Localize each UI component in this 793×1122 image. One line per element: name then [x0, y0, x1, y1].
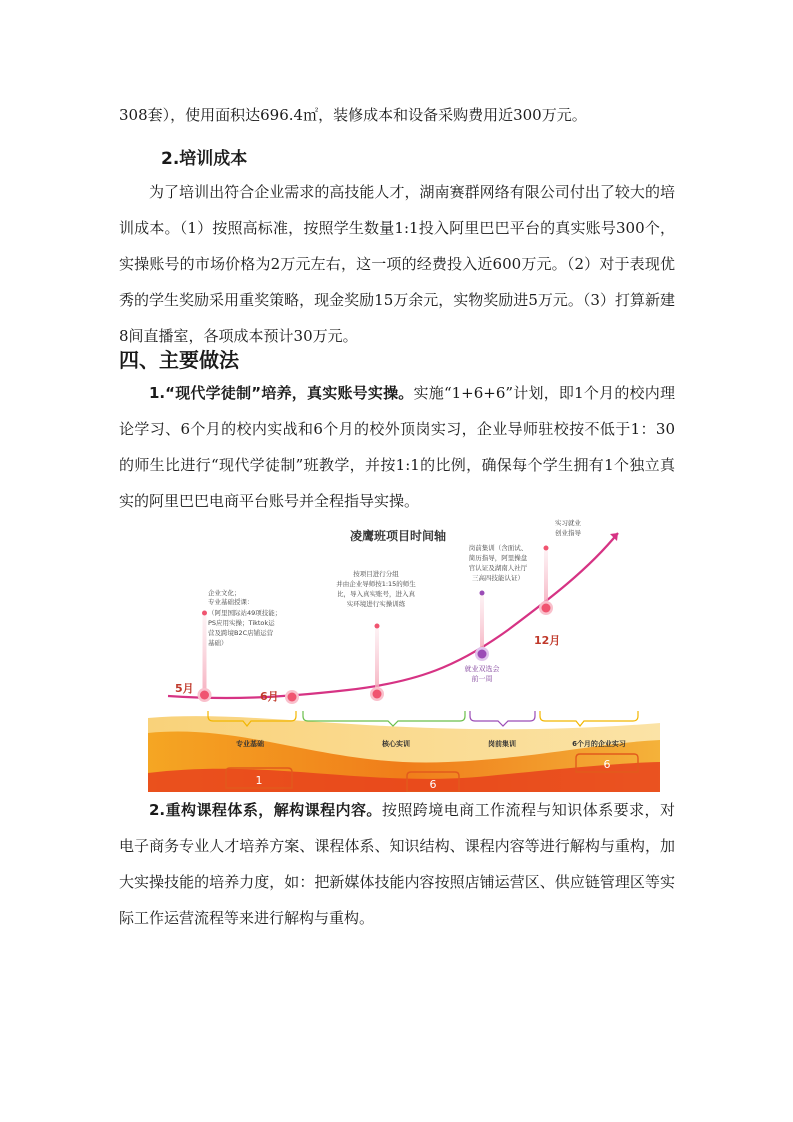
section1-paragraph	[119, 375, 675, 519]
svg-text:营及跨境B2C店铺运营: 营及跨境B2C店铺运营	[208, 629, 274, 637]
bracket-phase3	[470, 711, 535, 726]
svg-text:（阿里国际站49项技能；: （阿里国际站49项技能；	[208, 609, 282, 617]
stem-3	[480, 593, 484, 655]
heading-training-cost: 2.培训成本	[161, 149, 248, 169]
note-2	[336, 569, 416, 608]
svg-text:前一周: 前一周	[471, 675, 493, 683]
svg-text:就业双选会: 就业双选会	[464, 665, 500, 673]
svg-text:简历指导，阿里操盘: 简历指导，阿里操盘	[468, 554, 528, 562]
note-4	[555, 518, 582, 537]
svg-text:1: 1	[255, 774, 263, 787]
svg-text:三高四技能认证）: 三高四技能认证）	[472, 574, 524, 582]
phase-4-label: 6个月的企业实习	[572, 740, 626, 748]
stem-4	[544, 548, 548, 608]
phase-1-label: 专业基础	[236, 740, 264, 748]
note-3	[469, 543, 528, 582]
svg-text:6: 6	[603, 758, 611, 771]
svg-text:岗前集训（含面试、: 岗前集训（含面试、	[468, 544, 528, 552]
svg-text:企业文化；: 企业文化；	[208, 589, 241, 597]
phase-2-label: 核心实训	[382, 740, 410, 748]
marker-top-2	[375, 624, 380, 629]
note-fair	[465, 664, 500, 683]
section2-text: 按照跨境电商工作流程与知识体系要求，对电子商务专业人才培养方案、课程体系、知识结构、课程内容等进行解构与重构，加大实操技能的培养力度，如：把新媒体技能内容按照店铺运营区、供应链管理区等实际工作运营流程等来进行解构与重构。	[119, 801, 675, 927]
svg-text:专业基础授课：: 专业基础授课：	[208, 598, 254, 606]
section2-paragraph	[119, 792, 675, 936]
marker-top-4	[544, 546, 549, 551]
label-december: 12月	[534, 634, 561, 647]
label-may: 5月	[175, 682, 194, 695]
training-cost-paragraph: 为了培训出符合企业需求的高技能人才，湖南赛群网络有限公司付出了较大的培训成本。（1）按照高标准，按照学生数量1:1投入阿里巴巴平台的真实账号300个，实操账号的市场价格为2万元左右，这一项的经费投入近600万元。（2）对于表现优秀的学生奖励采用重奖策略，现金奖励15万余元，实物奖励进5万元。（3）打算新建8间直播室，各项成本预计30万元。	[119, 183, 675, 345]
svg-text:比，导入真实账号，进入真: 比，导入真实账号，进入真	[337, 590, 415, 598]
intro-line: 308套），使用面积达696.4㎡，装修成本和设备采购费用近300万元。	[119, 106, 587, 124]
marker-top-3	[480, 591, 485, 596]
heading-main-methods: 四、主要做法	[119, 348, 239, 372]
svg-text:实环境进行实操训练: 实环境进行实操训练	[346, 600, 406, 608]
bracket-phase4	[540, 711, 638, 726]
timeline-title: 凌鹰班项目时间轴	[349, 529, 447, 543]
svg-text:基础）: 基础）	[208, 639, 228, 647]
stem-2	[375, 626, 379, 693]
svg-text:6: 6	[429, 778, 437, 791]
label-june: 6月	[260, 690, 279, 703]
section1-text: 实施“1+6+6”计划，即1个月的校内理论学习、6个月的校内实战和6个月的校外顶岗实习，企业导师驻校按不低于1：30的师生比进行“现代学徒制”班教学，并按1:1的比例，确保每个学生拥有1个独立真实的阿里巴巴电商平台账号并全程指导实操。	[119, 384, 675, 510]
phase-3-label: 岗前集训	[488, 740, 516, 748]
svg-text:创业指导: 创业指导	[555, 529, 581, 537]
svg-text:并由企业导师按1:15的师生: 并由企业导师按1:15的师生	[336, 580, 416, 588]
section2-heading: 2.重构课程体系，解构课程内容。	[149, 801, 382, 819]
project-timeline-figure	[148, 518, 660, 792]
section1-heading: 1.“现代学徒制”培养，真实账号实操。	[149, 384, 414, 402]
marker-top-1	[202, 611, 207, 616]
note-1	[208, 588, 281, 647]
svg-text:按项目进行分组: 按项目进行分组	[353, 570, 399, 578]
svg-text:实习就业: 实习就业	[555, 519, 581, 527]
svg-text:官认证及湖南人社厅: 官认证及湖南人社厅	[468, 564, 528, 572]
svg-text:PS应用实操；Tiktok运: PS应用实操；Tiktok运	[208, 619, 275, 627]
stem-1	[203, 613, 207, 695]
